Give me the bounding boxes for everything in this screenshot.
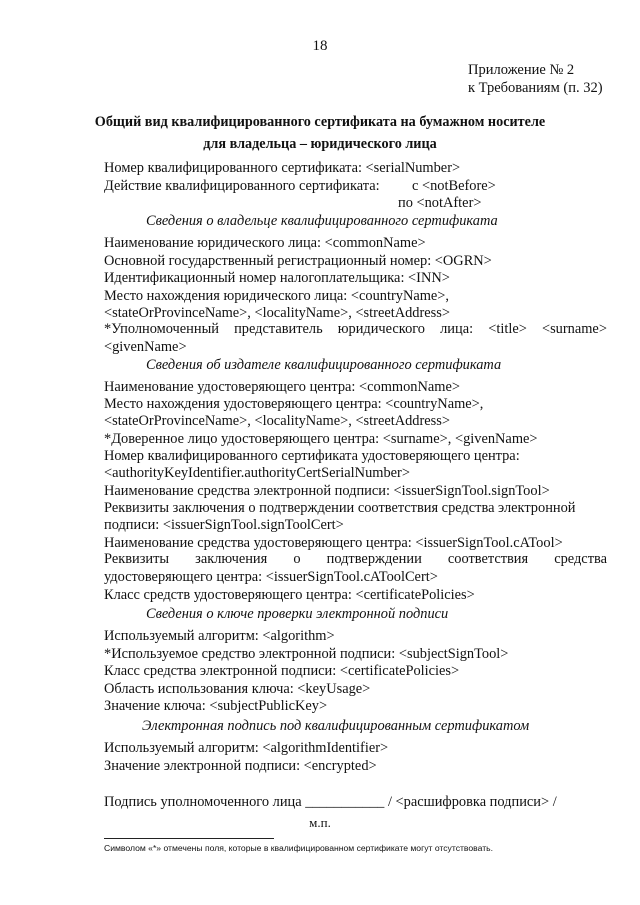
issuer-details-tail: удостоверяющего центра: <issuerSignTool.cAToolCert> [104, 569, 438, 585]
word: заключения [195, 551, 268, 567]
issuer-line: Реквизиты заключения о подтверждении соответствия средства электронной [104, 500, 576, 516]
key-line: *Используемое средство электронной подписи: <subjectSignTool> [104, 646, 509, 662]
issuer-line: Наименование удостоверяющего центра: <commonName> [104, 379, 460, 395]
owner-section-heading: Сведения о владельце квалифицированного сертификата [146, 213, 498, 229]
word: подтверждении [326, 551, 422, 567]
issuer-line: <stateOrProvinceName>, <localityName>, <streetAddress> [104, 413, 451, 429]
issuer-class-line: Класс средств удостоверяющего центра: <certificatePolicies> [104, 587, 475, 603]
signature-line: Значение электронной подписи: <encrypted> [104, 758, 377, 774]
word: Реквизиты [104, 551, 170, 567]
owner-line: Наименование юридического лица: <commonName> [104, 235, 426, 251]
certificate-number: Номер квалифицированного сертификата: <serialNumber> [104, 160, 461, 176]
owner-representative-tail: <givenName> [104, 339, 187, 355]
signature-line: Используемый алгоритм: <algorithmIdentifier> [104, 740, 389, 756]
authorized-signature-line: Подпись уполномоченного лица ___________ / <расшифровка подписи> / [104, 794, 557, 810]
owner-line: <stateOrProvinceName>, <localityName>, <streetAddress> [104, 305, 451, 321]
owner-line: Место нахождения юридического лица: <countryName>, [104, 288, 450, 304]
validity-to: по <notAfter> [398, 195, 482, 211]
stamp-place: м.п. [309, 815, 331, 830]
page-number: 18 [312, 38, 328, 54]
owner-line: Идентификационный номер налогоплательщика: <INN> [104, 270, 450, 286]
word: лица: [440, 321, 474, 337]
word: представитель [234, 321, 323, 337]
owner-line: Основной государственный регистрационный номер: <OGRN> [104, 253, 492, 269]
issuer-section-heading: Сведения об издателе квалифицированного сертификата [146, 357, 502, 373]
issuer-line: *Доверенное лицо удостоверяющего центра: <surname>, <givenName> [104, 431, 538, 447]
owner-representative-line [104, 321, 607, 338]
word: средства [554, 551, 607, 567]
footnote-divider [104, 838, 274, 839]
issuer-details-line [104, 551, 607, 568]
word: <surname> [541, 321, 607, 337]
issuer-line: Наименование средства электронной подписи: <issuerSignTool.signTool> [104, 483, 550, 499]
issuer-line: <authorityKeyIdentifier.authorityCertSerialNumber> [104, 465, 410, 481]
document-title-line-1: Общий вид квалифицированного сертификата на бумажном носителе [94, 114, 546, 130]
key-line: Значение ключа: <subjectPublicKey> [104, 698, 328, 714]
key-section-heading: Сведения о ключе проверки электронной подписи [146, 606, 449, 622]
issuer-line: подписи: <issuerSignTool.signToolCert> [104, 517, 344, 533]
issuer-line: Наименование средства удостоверяющего центра: <issuerSignTool.cATool> [104, 535, 563, 551]
document-title-line-2: для владельца – юридического лица [203, 136, 437, 152]
word: <title> [488, 321, 527, 337]
validity-label: Действие квалифицированного сертификата: [104, 178, 380, 194]
signature-section-heading: Электронная подпись под квалифицированным сертификатом [142, 718, 530, 734]
word: юридического [337, 321, 426, 337]
issuer-line: Место нахождения удостоверяющего центра: <countryName>, [104, 396, 484, 412]
word: *Уполномоченный [104, 321, 219, 337]
footnote: Символом «*» отмечены поля, которые в квалифицированном сертификате могут отсутствовать. [104, 843, 494, 853]
issuer-line: Номер квалифицированного сертификата удостоверяющего центра: [104, 448, 520, 464]
key-line: Используемый алгоритм: <algorithm> [104, 628, 335, 644]
word: о [293, 551, 301, 567]
word: соответствия [447, 551, 529, 567]
key-line: Область использования ключа: <keyUsage> [104, 681, 371, 697]
validity-from: с <notBefore> [412, 178, 496, 194]
key-line: Класс средства электронной подписи: <certificatePolicies> [104, 663, 460, 679]
appendix-reference: к Требованиям (п. 32) [468, 80, 603, 96]
appendix-number: Приложение № 2 [468, 62, 575, 78]
